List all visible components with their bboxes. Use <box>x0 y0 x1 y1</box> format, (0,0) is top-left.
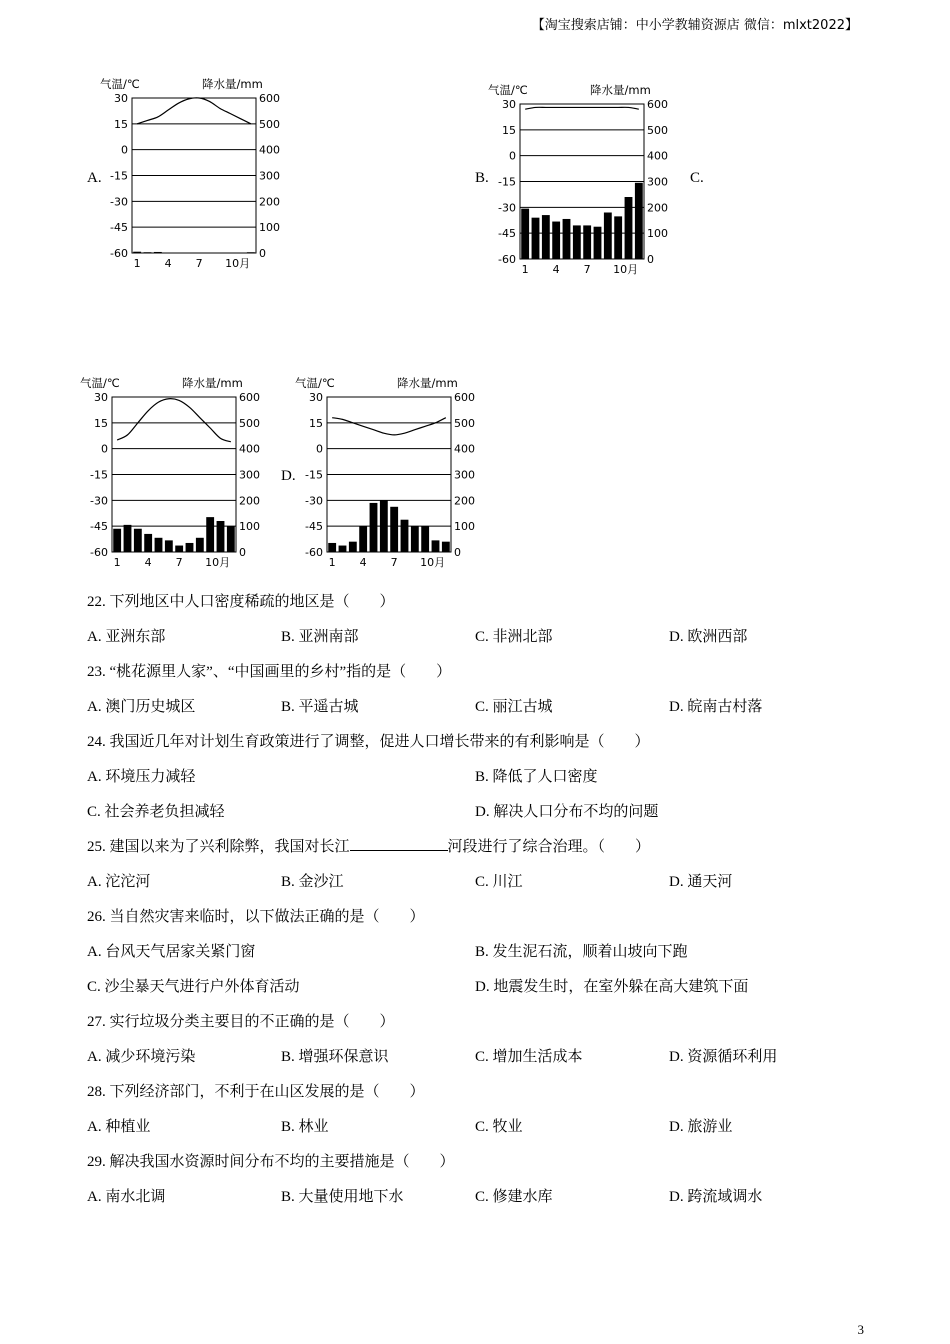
precip-bar <box>154 252 162 253</box>
page-number: 3 <box>857 1322 864 1337</box>
precip-bar <box>401 520 409 552</box>
q24-option-c[interactable]: C. 社会养老负担减轻 <box>87 804 225 820</box>
climate-chart-svg <box>484 82 668 282</box>
q26-option-b[interactable]: B. 发生泥石流，顺着山坡向下跑 <box>475 944 688 960</box>
precip-bar <box>563 219 571 259</box>
month-tick-label: 4 <box>359 556 367 569</box>
q26-option-a[interactable]: A. 台风天气居家关紧门窗 <box>87 944 256 960</box>
month-tick-label: 10月 <box>205 556 231 569</box>
question-24-stem: 24. 我国近几年对计划生育政策进行了调整，促进人口增长带来的有利影响是（ ） <box>87 734 650 750</box>
q26-option-d[interactable]: D. 地震发生时，在室外躲在高大建筑下面 <box>475 979 749 995</box>
q24-option-a[interactable]: A. 环境压力减轻 <box>87 769 196 785</box>
q29-option-b[interactable]: B. 大量使用地下水 <box>281 1189 404 1205</box>
temp-tick-label: -30 <box>305 494 323 508</box>
precip-bar <box>594 227 602 259</box>
precip-bar <box>635 183 643 259</box>
precip-axis-title: 降水量/mm <box>182 376 243 390</box>
temp-tick-label: -60 <box>305 546 323 559</box>
temperature-line <box>525 107 639 109</box>
month-tick-label: 7 <box>195 257 203 270</box>
q25-option-a[interactable]: A. 沱沱河 <box>87 874 151 890</box>
precip-tick-label: 300 <box>454 468 475 482</box>
temp-tick-label: -30 <box>90 494 108 508</box>
precip-tick-label: 500 <box>647 123 668 137</box>
precip-tick-label: 500 <box>259 117 280 131</box>
precip-bar <box>144 534 152 552</box>
q27-option-b[interactable]: B. 增强环保意识 <box>281 1049 389 1065</box>
precip-bar <box>542 215 550 259</box>
precip-tick-label: 200 <box>259 195 280 209</box>
q22-option-c[interactable]: C. 非洲北部 <box>475 629 553 645</box>
option-letter-c: C. <box>690 170 704 186</box>
q23-option-d[interactable]: D. 皖南古村落 <box>669 699 763 715</box>
precip-bar <box>217 521 225 552</box>
q25-stem-before: 25. 建国以来为了兴利除弊，我国对长江 <box>87 839 350 855</box>
precip-bar <box>227 526 235 552</box>
temp-tick-label: 0 <box>316 442 323 456</box>
precip-tick-label: 0 <box>454 546 461 559</box>
q25-blank <box>350 838 448 851</box>
precip-bar <box>521 209 529 259</box>
precip-bar <box>583 225 591 259</box>
temp-tick-label: 30 <box>114 92 128 105</box>
precip-tick-label: 600 <box>239 391 260 404</box>
climate-chart-c <box>76 375 260 579</box>
q28-option-b[interactable]: B. 林业 <box>281 1119 329 1135</box>
temp-tick-label: -45 <box>498 227 516 241</box>
precip-tick-label: 400 <box>454 442 475 456</box>
precip-tick-label: 300 <box>239 468 260 482</box>
question-28-stem: 28. 下列经济部门，不利于在山区发展的是（ ） <box>87 1084 425 1100</box>
q24-option-d[interactable]: D. 解决人口分布不均的问题 <box>475 804 659 820</box>
question-26-stem: 26. 当自然灾害来临时，以下做法正确的是（ ） <box>87 909 425 925</box>
temp-tick-label: 15 <box>114 117 128 131</box>
question-25-stem <box>87 835 650 856</box>
month-tick-label: 1 <box>328 556 336 569</box>
temp-tick-label: -15 <box>90 468 108 482</box>
precip-tick-label: 600 <box>647 98 668 111</box>
precip-bar <box>380 500 388 552</box>
precip-bar <box>614 216 622 259</box>
precip-tick-label: 100 <box>647 227 668 241</box>
q28-option-d[interactable]: D. 旅游业 <box>669 1119 733 1135</box>
month-tick-label: 4 <box>144 556 152 569</box>
precip-bar <box>175 546 183 552</box>
temp-tick-label: 0 <box>101 442 108 456</box>
precip-axis-title: 降水量/mm <box>590 83 651 97</box>
precip-axis-title: 降水量/mm <box>202 77 263 91</box>
q27-option-c[interactable]: C. 增加生活成本 <box>475 1049 583 1065</box>
month-tick-label: 10月 <box>613 263 639 276</box>
precip-axis-title: 降水量/mm <box>397 376 458 390</box>
temp-tick-label: 30 <box>309 391 323 404</box>
precip-tick-label: 0 <box>647 253 654 266</box>
precip-tick-label: 200 <box>454 494 475 508</box>
temp-tick-label: -15 <box>498 175 516 189</box>
temp-tick-label: 30 <box>502 98 516 111</box>
precip-bar <box>144 252 152 253</box>
precip-bar <box>339 546 347 552</box>
q26-option-c[interactable]: C. 沙尘暴天气进行户外体育活动 <box>87 979 300 995</box>
precip-bar <box>359 526 367 552</box>
question-27-stem: 27. 实行垃圾分类主要目的不正确的是（ ） <box>87 1014 395 1030</box>
temp-tick-label: -45 <box>110 221 128 235</box>
temp-tick-label: 30 <box>94 391 108 404</box>
precip-tick-label: 500 <box>239 416 260 430</box>
q29-option-d[interactable]: D. 跨流域调水 <box>669 1189 763 1205</box>
q22-option-a[interactable]: A. 亚洲东部 <box>87 629 166 645</box>
month-tick-label: 4 <box>552 263 560 276</box>
precip-tick-label: 300 <box>647 175 668 189</box>
precip-tick-label: 0 <box>239 546 246 559</box>
option-letter-d: D. <box>281 468 296 484</box>
precip-bar <box>134 529 142 552</box>
q25-option-b[interactable]: B. 金沙江 <box>281 874 344 890</box>
month-tick-label: 1 <box>133 257 141 270</box>
month-tick-label: 7 <box>390 556 398 569</box>
temperature-line <box>137 98 251 124</box>
precip-bar <box>625 197 633 259</box>
precip-bar <box>247 252 255 253</box>
precip-tick-label: 300 <box>259 169 280 183</box>
climate-chart-svg <box>96 76 280 276</box>
temperature-line <box>117 399 231 442</box>
q25-stem-after: 河段进行了综合治理。（ ） <box>447 839 651 855</box>
q24-option-b[interactable]: B. 降低了人口密度 <box>475 769 598 785</box>
precip-bar <box>124 525 132 552</box>
q23-option-c[interactable]: C. 丽江古城 <box>475 699 553 715</box>
precip-bar <box>186 543 194 552</box>
precip-bar <box>349 542 357 552</box>
month-tick-label: 7 <box>175 556 183 569</box>
temp-tick-label: 0 <box>121 143 128 157</box>
temp-axis-title: 气温/℃ <box>295 376 335 390</box>
month-tick-label: 10月 <box>420 556 446 569</box>
temp-tick-label: 15 <box>94 416 108 430</box>
temp-tick-label: -30 <box>110 195 128 209</box>
q27-option-d[interactable]: D. 资源循环利用 <box>669 1049 778 1065</box>
precip-bar <box>411 526 419 552</box>
temp-tick-label: -15 <box>305 468 323 482</box>
precip-tick-label: 400 <box>259 143 280 157</box>
precip-bar <box>552 222 560 259</box>
q29-option-a[interactable]: A. 南水北调 <box>87 1189 166 1205</box>
q29-option-c[interactable]: C. 修建水库 <box>475 1189 553 1205</box>
month-tick-label: 1 <box>521 263 529 276</box>
temp-tick-label: -45 <box>90 520 108 534</box>
temp-tick-label: -30 <box>498 201 516 215</box>
temp-tick-label: -60 <box>110 247 128 260</box>
option-letter-b: B. <box>475 170 489 186</box>
q23-option-a[interactable]: A. 澳门历史城区 <box>87 699 196 715</box>
question-23-stem: 23. “桃花源里人家”、“中国画里的乡村”指的是（ ） <box>87 664 452 680</box>
precip-tick-label: 600 <box>259 92 280 105</box>
month-tick-label: 7 <box>583 263 591 276</box>
question-29-stem: 29. 解决我国水资源时间分布不均的主要措施是（ ） <box>87 1154 455 1170</box>
precip-tick-label: 100 <box>239 520 260 534</box>
precip-bar <box>390 507 398 552</box>
q25-option-d[interactable]: D. 通天河 <box>669 874 733 890</box>
temp-axis-title: 气温/℃ <box>488 83 528 97</box>
temp-tick-label: 15 <box>502 123 516 137</box>
precip-tick-label: 200 <box>647 201 668 215</box>
month-tick-label: 4 <box>164 257 172 270</box>
precip-tick-label: 200 <box>239 494 260 508</box>
temp-tick-label: 0 <box>509 149 516 163</box>
month-tick-label: 1 <box>113 556 121 569</box>
precip-tick-label: 500 <box>454 416 475 430</box>
temp-tick-label: -45 <box>305 520 323 534</box>
precip-tick-label: 400 <box>239 442 260 456</box>
precip-tick-label: 400 <box>647 149 668 163</box>
precip-bar <box>113 529 121 552</box>
q23-option-b[interactable]: B. 平遥古城 <box>281 699 359 715</box>
precip-tick-label: 600 <box>454 391 475 404</box>
q22-option-d[interactable]: D. 欧洲西部 <box>669 629 748 645</box>
precip-tick-label: 0 <box>259 247 266 260</box>
climate-chart-svg <box>76 375 260 575</box>
climate-chart-b <box>484 82 668 286</box>
temp-tick-label: -60 <box>498 253 516 266</box>
precip-bar <box>165 540 173 552</box>
climate-chart-a <box>96 76 280 280</box>
precip-bar <box>573 225 581 259</box>
temp-tick-label: -15 <box>110 169 128 183</box>
month-tick-label: 10月 <box>225 257 251 270</box>
q25-option-c[interactable]: C. 川江 <box>475 874 523 890</box>
precip-bar <box>442 542 450 552</box>
temp-tick-label: 15 <box>309 416 323 430</box>
climate-chart-svg <box>291 375 475 575</box>
temperature-line <box>332 418 446 435</box>
precip-bar <box>328 543 336 552</box>
q28-option-a[interactable]: A. 种植业 <box>87 1119 151 1135</box>
precip-bar <box>155 538 163 552</box>
precip-tick-label: 100 <box>259 221 280 235</box>
precip-bar <box>421 526 429 552</box>
temp-axis-title: 气温/℃ <box>80 376 120 390</box>
precip-bar <box>206 517 214 552</box>
question-22-stem: 22. 下列地区中人口密度稀疏的地区是（ ） <box>87 594 395 610</box>
precip-bar <box>133 252 141 253</box>
q27-option-a[interactable]: A. 减少环境污染 <box>87 1049 196 1065</box>
page-header: 【淘宝搜索店铺：中小学教辅资源店 微信：mlxt2022】 <box>531 18 858 33</box>
q28-option-c[interactable]: C. 牧业 <box>475 1119 523 1135</box>
precip-bar <box>532 218 540 259</box>
precip-bar <box>370 503 378 552</box>
precip-bar <box>432 540 440 552</box>
precip-bar <box>604 213 612 260</box>
temp-tick-label: -60 <box>90 546 108 559</box>
option-letter-a: A. <box>87 170 102 186</box>
precip-bar <box>196 538 204 552</box>
precip-tick-label: 100 <box>454 520 475 534</box>
temp-axis-title: 气温/℃ <box>100 77 140 91</box>
climate-chart-d <box>291 375 475 579</box>
q22-option-b[interactable]: B. 亚洲南部 <box>281 629 359 645</box>
